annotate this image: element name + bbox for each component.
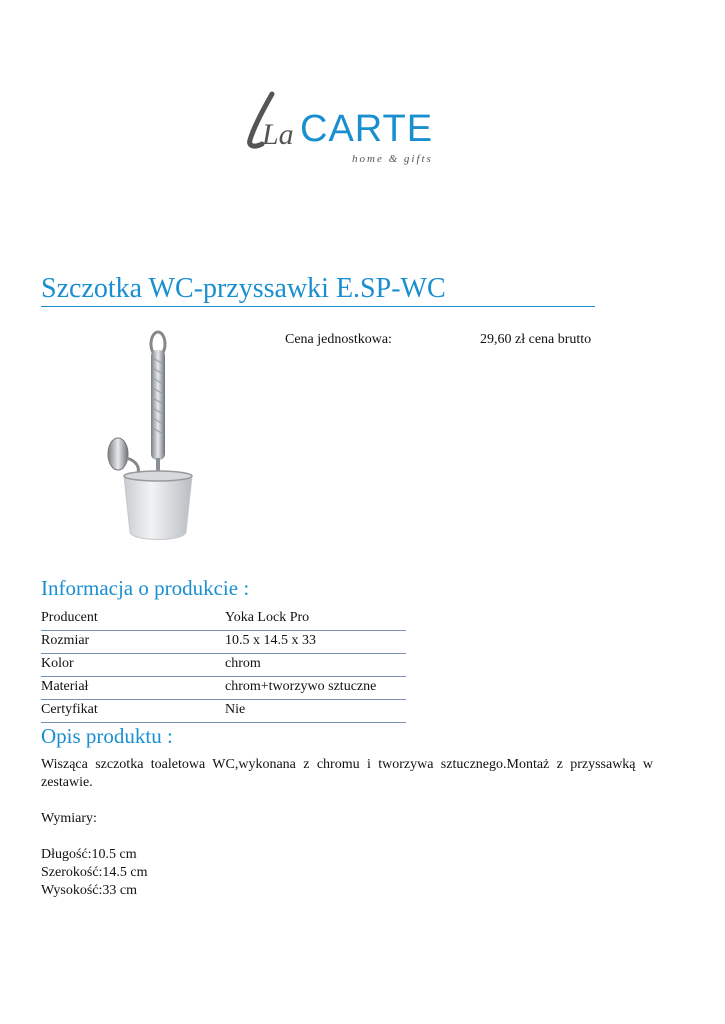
price-value: 29,60 zł cena brutto xyxy=(480,332,592,347)
price-label: Cena jednostkowa: xyxy=(285,332,392,347)
product-description xyxy=(41,756,653,900)
dimension-width: Szerokość:14.5 cm xyxy=(41,865,148,880)
dimension-length: Długość:10.5 cm xyxy=(41,847,137,862)
spec-value: chrom xyxy=(225,654,406,677)
table-row xyxy=(41,700,406,723)
logo-tagline: home & gifts xyxy=(352,153,433,165)
spec-value: chrom+tworzywo sztuczne xyxy=(225,677,406,700)
spec-value: Nie xyxy=(225,700,406,723)
product-description-heading: Opis produktu : xyxy=(41,724,173,748)
dimensions-label: Wymiary: xyxy=(41,811,97,826)
table-row xyxy=(41,654,406,677)
brand-logo xyxy=(240,86,455,168)
spec-key: Kolor xyxy=(41,654,225,677)
logo-suffix: CARTE xyxy=(300,108,434,150)
brand-logo-graphic xyxy=(240,86,455,168)
product-title: Szczotka WC-przyssawki E.SP-WC xyxy=(41,272,595,307)
table-row xyxy=(41,608,406,631)
table-row xyxy=(41,677,406,700)
description-text: Wisząca szczotka toaletowa WC,wykonana z chromu i tworzywa sztucznego.Montaż z przyssawką w zestawie. xyxy=(41,757,653,790)
spec-key: Rozmiar xyxy=(41,631,225,654)
spec-key: Producent xyxy=(41,608,225,631)
product-photo xyxy=(80,328,230,548)
spec-value: Yoka Lock Pro xyxy=(225,608,406,631)
toilet-brush-holder-photo xyxy=(80,328,230,548)
dimension-height: Wysokość:33 cm xyxy=(41,883,137,898)
spec-key: Materiał xyxy=(41,677,225,700)
product-info-heading: Informacja o produkcie : xyxy=(41,576,250,600)
spec-value: 10.5 x 14.5 x 33 xyxy=(225,631,406,654)
spec-table xyxy=(41,608,406,723)
logo-prefix: La xyxy=(262,118,294,151)
table-row xyxy=(41,631,406,654)
spec-key: Certyfikat xyxy=(41,700,225,723)
